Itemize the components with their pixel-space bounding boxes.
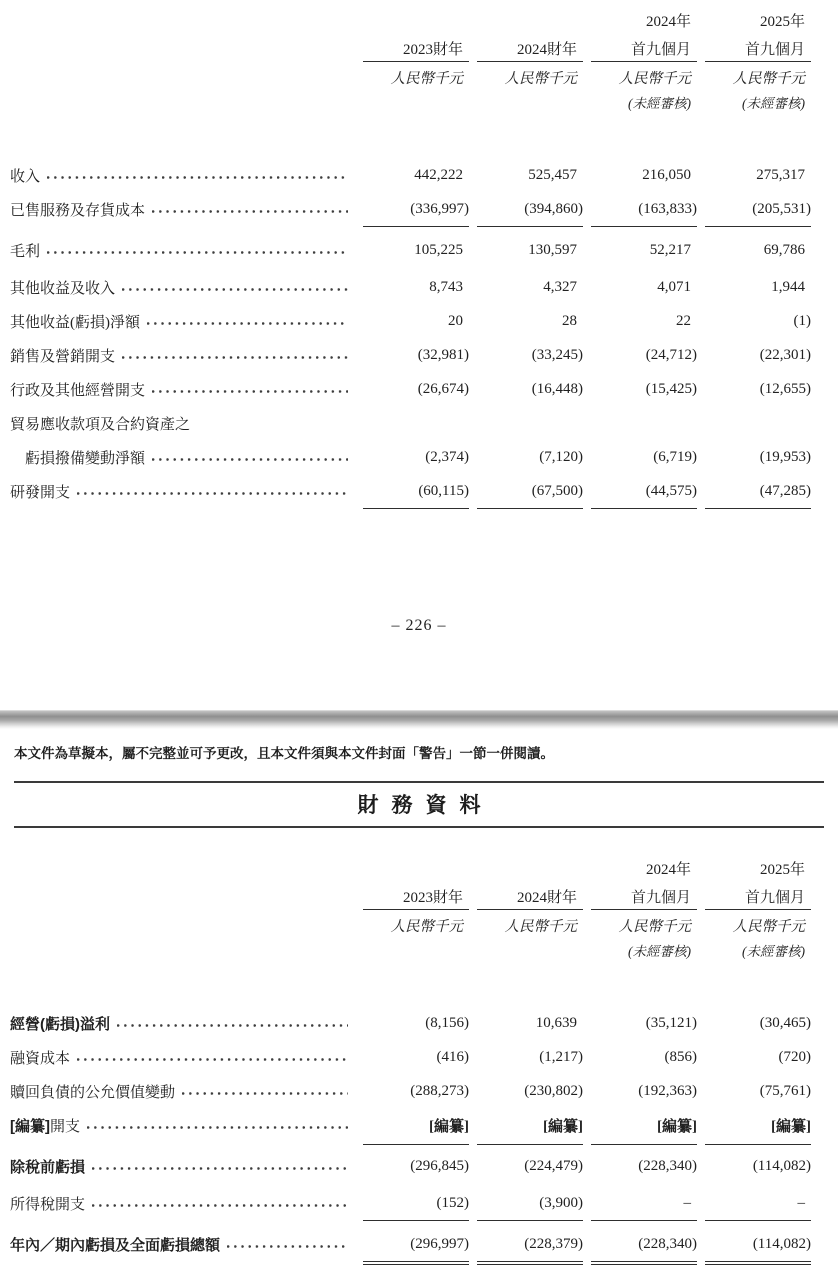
page-2-header [0,729,838,828]
dot-leader [152,379,348,400]
cell-value: 4,071 [657,278,691,295]
row-label-header [10,6,355,34]
row-label-text: 毛利 [10,243,41,260]
dot-leader [227,1234,348,1255]
row-label [10,345,355,366]
table-header-row [10,882,811,910]
column-unit-label: 人民幣千元 [504,918,577,935]
row-label-header [10,62,355,92]
column-header-year: 2024年 [645,13,691,30]
dot-leader [77,1047,348,1068]
table-row [10,1074,811,1108]
cell-value: 10,639 [535,1014,577,1031]
table-row [10,1108,811,1142]
row-label-text: 已售服務及存貨成本 [10,202,146,219]
cell-value: (3,900) [469,1186,583,1220]
column-unaudited-label: (未經審核) [628,96,691,111]
row-label-cell [10,1040,355,1074]
cell-value: 69,786 [763,241,805,258]
cell-value: 4,327 [543,278,577,295]
column-header-year: 2025年 [759,861,805,878]
row-label-text: 研發開支 [10,484,71,501]
row-label-header [10,940,355,966]
row-label-text: 經營(虧損)溢利 [10,1015,110,1033]
page-number: – 226 – [391,617,447,634]
cell-value: (856) [664,1048,697,1065]
table-row [10,338,811,372]
dot-leader [122,345,348,366]
table-header-row [10,910,811,940]
row-label-cell [10,192,355,226]
dot-leader [47,240,348,261]
table-row [10,270,811,304]
column-header-year [469,6,583,34]
row-label [10,1115,355,1136]
row-label-text: 行政及其他經營開支 [10,382,146,399]
row-label [10,413,355,434]
column-header-period: 2023財年 [355,34,469,62]
row-label-cell [10,1142,355,1186]
row-label-header [10,910,355,940]
row-label-cell [10,1074,355,1108]
cell-value: (296,845) [410,1157,469,1174]
row-label-text: 所得稅開支 [10,1196,86,1213]
column-header-period: 首九個月 [697,882,811,910]
dot-leader [92,1156,348,1177]
cell-value: (15,425) [645,380,697,397]
column-unit-label: 人民幣千元 [732,70,805,87]
column-unaudited-label: (未經審核) [628,944,691,959]
table-header-row [10,940,811,966]
row-label [10,379,355,400]
dot-leader [87,1115,348,1136]
cell-value: (24,712) [645,346,697,363]
column-unit-label: 人民幣千元 [390,70,463,87]
row-label-text: 贖回負債的公允價值變動 [10,1084,176,1101]
cell-value: (163,833) [583,192,697,226]
table-row [10,1186,811,1220]
financial-information-table [10,854,811,1264]
cell-value: (67,500) [469,474,583,508]
cell-value: (114,082) [752,1157,811,1174]
table-row [10,1220,811,1264]
cell-value: (33,245) [531,346,583,363]
cell-value: (22,301) [759,346,811,363]
column-unaudited-label [469,92,583,118]
title-rule-top [14,781,824,783]
row-label [10,277,355,298]
cell-value: (228,340) [583,1220,697,1264]
table-row [10,226,811,270]
column-header-period: 2024財年 [469,34,583,62]
cell-value: [編纂] [583,1108,697,1142]
table-row [10,474,811,508]
cell-value: 442,222 [414,166,463,183]
cell-value: (26,674) [417,380,469,397]
row-label-cell [10,158,355,192]
cell-value: (2,374) [425,448,469,465]
dot-leader [122,277,348,298]
row-label-cell [10,304,355,338]
column-header-year [355,6,469,34]
cell-value: 1,944 [771,278,805,295]
cell-value: 8,743 [429,278,463,295]
cell-value: (7,120) [539,448,583,465]
row-label-cell [10,270,355,304]
row-label-cell [10,406,355,440]
cell-value: (75,761) [759,1082,811,1099]
dot-leader [152,199,348,220]
row-label [10,199,355,220]
cell-value [697,406,811,440]
table-header-row [10,854,811,882]
row-label [10,1047,355,1068]
cell-value: (32,981) [417,346,469,363]
column-header-year [355,854,469,882]
column-unaudited-label: (未經審核) [742,96,805,111]
row-label-text: 貿易應收款項及合約資產之 [10,416,191,433]
table-row [10,406,811,440]
row-label-cell [10,1220,355,1264]
cell-value [355,406,469,440]
cell-value: 275,317 [756,166,805,183]
table-row [10,372,811,406]
row-label [10,1234,355,1255]
cell-value: 28 [562,312,577,329]
cell-value: (114,082) [697,1220,811,1264]
row-label-cell [10,1108,355,1142]
column-header-period: 首九個月 [583,882,697,910]
dot-leader [92,1193,348,1214]
table-row [10,1040,811,1074]
cell-value: (30,465) [759,1014,811,1031]
row-label-cell [10,1006,355,1040]
cell-value: 20 [448,312,463,329]
cell-value: (230,802) [524,1082,583,1099]
table-row [10,440,811,474]
header-spacer [10,118,811,158]
table-header-row [10,6,811,34]
table-header-row [10,62,811,92]
row-label [10,481,355,502]
dot-leader [117,1013,348,1034]
cell-value: (416) [436,1048,469,1065]
table-row [10,304,811,338]
column-unaudited-label [355,940,469,966]
cell-value: (720) [778,1048,811,1065]
cell-value [583,406,697,440]
dot-leader [77,481,348,502]
cell-value: (288,273) [410,1082,469,1099]
row-label-cell [10,474,355,508]
cell-value: (152) [355,1186,469,1220]
column-unit-label: 人民幣千元 [504,70,577,87]
dot-leader [152,447,348,468]
cell-value: (8,156) [425,1014,469,1031]
cell-value: [編纂] [697,1108,811,1142]
cell-value: (47,285) [697,474,811,508]
table-header-row [10,92,811,118]
row-label-cell [10,226,355,270]
column-header-period: 首九個月 [583,34,697,62]
dot-leader [147,311,348,332]
table-row [10,192,811,226]
row-label [10,1156,355,1177]
column-header-period: 首九個月 [697,34,811,62]
cell-value: – [697,1186,811,1220]
table-header-row [10,34,811,62]
cell-value: (44,575) [583,474,697,508]
row-label-text: 融資成本 [10,1050,71,1067]
column-header-year: 2024年 [645,861,691,878]
row-label-text: 銷售及營銷開支 [10,348,116,365]
row-label-text: 虧損撥備變動淨額 [25,450,146,467]
title-rule-bottom [14,826,824,828]
cell-value: [編纂] [355,1108,469,1142]
column-header-year: 2025年 [759,13,805,30]
cell-value: (35,121) [645,1014,697,1031]
cell-value: – [583,1186,697,1220]
row-label-header [10,92,355,118]
column-unit-label: 人民幣千元 [390,918,463,935]
table-row [10,1142,811,1186]
row-label [10,1193,355,1214]
cell-value: (205,531) [697,192,811,226]
cell-value: (192,363) [638,1082,697,1099]
row-label-text: 收入 [10,168,41,185]
cell-value: (1,217) [539,1048,583,1065]
column-unaudited-label [469,940,583,966]
cell-value: (16,448) [531,380,583,397]
draft-disclaimer-text: 本文件為草擬本，屬不完整並可予更改，且本文件須與本文件封面「警告」一節一併閱讀。 [14,746,554,761]
column-unit-label: 人民幣千元 [618,70,691,87]
cell-value: 52,217 [649,241,691,258]
row-label [10,1081,355,1102]
cell-value: (394,860) [469,192,583,226]
cell-value: (12,655) [759,380,811,397]
row-label-cell [10,1186,355,1220]
cell-value: (1) [793,312,811,329]
column-header-period: 2023財年 [355,882,469,910]
row-label [10,447,355,468]
row-label [10,1013,355,1034]
row-label-header [10,882,355,910]
column-header-period: 2024財年 [469,882,583,910]
row-label-cell [10,372,355,406]
cell-value: (60,115) [355,474,469,508]
row-label-text: 除稅前虧損 [10,1158,86,1176]
row-label-text: 其他收益(虧損)淨額 [10,314,140,331]
cell-value: 22 [676,312,691,329]
cell-value: (19,953) [759,448,811,465]
row-label-text: 開支 [50,1118,81,1135]
cell-value: 525,457 [528,166,577,183]
dot-leader [182,1081,348,1102]
page-2 [0,729,838,1264]
cell-value [469,406,583,440]
row-label-header [10,854,355,882]
column-unit-label: 人民幣千元 [732,918,805,935]
cell-value: (296,997) [355,1220,469,1264]
table-row [10,1006,811,1040]
cell-value: (228,340) [638,1157,697,1174]
row-label-text: 年內／期內虧損及全面虧損總額 [10,1236,221,1254]
cell-value: (6,719) [653,448,697,465]
section-title: 財務資料 [357,794,494,817]
cell-value: 130,597 [528,241,577,258]
cell-value: [編纂] [469,1108,583,1142]
column-unaudited-label: (未經審核) [742,944,805,959]
row-label [10,165,355,186]
cell-value: 216,050 [642,166,691,183]
row-label [10,240,355,261]
table-row [10,158,811,192]
income-statement-table-upper [10,6,811,508]
column-unit-label: 人民幣千元 [618,918,691,935]
cell-value: (228,379) [469,1220,583,1264]
cell-value: (336,997) [355,192,469,226]
row-label-text: [編纂] [10,1117,50,1135]
row-label-cell [10,440,355,474]
row-label-cell [10,338,355,372]
column-unaudited-label [355,92,469,118]
page-break-divider [0,710,838,729]
column-header-year [469,854,583,882]
cell-value: (224,479) [524,1157,583,1174]
dot-leader [47,165,348,186]
row-label-header [10,34,355,62]
cell-value: 105,225 [414,241,463,258]
header-spacer [10,966,811,1006]
row-label-text: 其他收益及收入 [10,280,116,297]
row-label [10,311,355,332]
